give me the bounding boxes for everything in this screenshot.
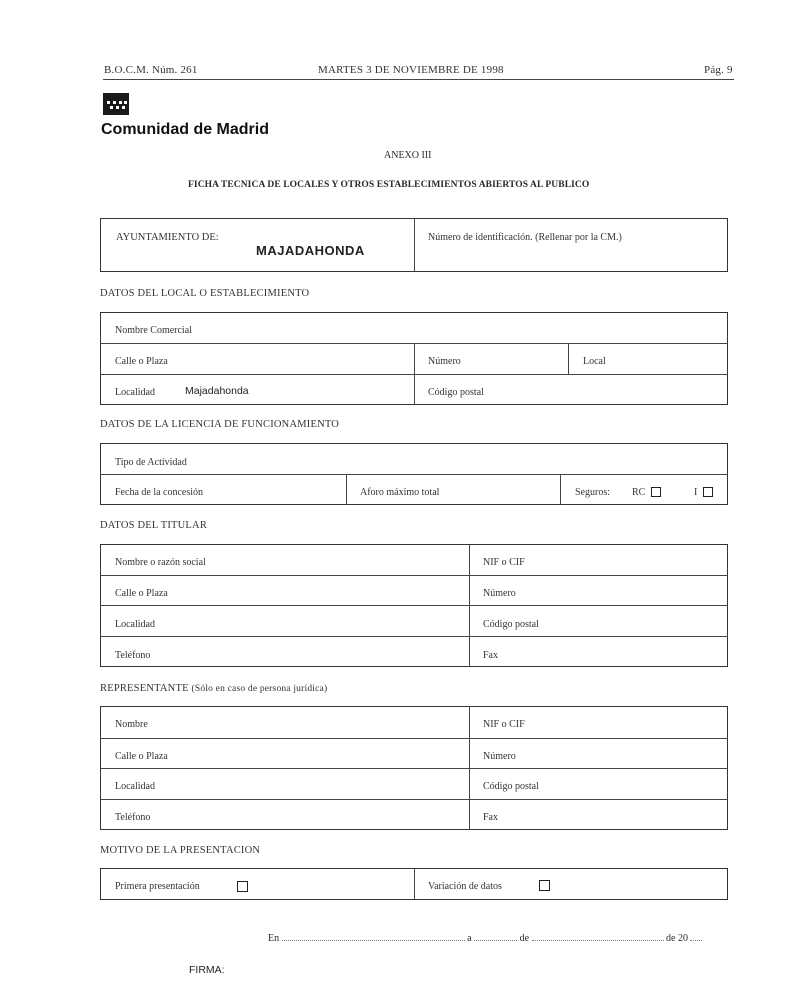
titular-col-divider	[469, 544, 470, 667]
nombre-comercial-label: Nombre Comercial	[115, 325, 192, 336]
ayuntamiento-divider	[414, 218, 415, 272]
seguros-label: Seguros:	[575, 487, 610, 498]
bulletin-number: B.O.C.M. Núm. 261	[104, 64, 198, 76]
rep-row-divider-2	[100, 768, 728, 769]
a-label: a	[467, 933, 472, 944]
titular-row-divider-1	[100, 575, 728, 576]
rc-checkbox[interactable]	[651, 487, 661, 497]
calle-plaza-label: Calle o Plaza	[115, 356, 168, 367]
localidad-label: Localidad	[115, 387, 155, 398]
de20-label: de 20	[666, 933, 688, 944]
primera-presentacion-label: Primera presentación	[115, 881, 200, 892]
local-label: Local	[583, 356, 606, 367]
annex-label: ANEXO III	[384, 150, 432, 161]
titular-cp-label: Código postal	[483, 619, 539, 630]
page-number: Pág. 9	[704, 64, 733, 76]
titular-numero-label: Número	[483, 588, 516, 599]
firma-label: FIRMA:	[189, 964, 225, 976]
rep-telefono-label: Teléfono	[115, 812, 151, 823]
place-date-line	[268, 932, 702, 944]
local-col-divider-2	[568, 343, 569, 374]
header-rule	[103, 79, 734, 80]
titular-row-divider-2	[100, 605, 728, 606]
place-field[interactable]	[282, 932, 465, 941]
titular-telefono-label: Teléfono	[115, 650, 151, 661]
representante-note: (Sólo en caso de persona jurídica)	[191, 684, 328, 694]
titular-row-divider-3	[100, 636, 728, 637]
section-representante	[100, 683, 327, 694]
titular-nif-label: NIF o CIF	[483, 557, 525, 568]
variacion-datos-label: Variación de datos	[428, 881, 502, 892]
rep-nombre-label: Nombre	[115, 719, 148, 730]
rep-fax-label: Fax	[483, 812, 498, 823]
month-field[interactable]	[532, 932, 664, 941]
en-label: En	[268, 933, 280, 944]
bulletin-date: MARTES 3 DE NOVIEMBRE DE 1998	[318, 64, 504, 76]
rep-row-divider-1	[100, 738, 728, 739]
titular-fax-label: Fax	[483, 650, 498, 661]
i-checkbox[interactable]	[703, 487, 713, 497]
day-field[interactable]	[474, 932, 517, 941]
localidad-value[interactable]: Majadahonda	[185, 385, 249, 397]
licencia-row-divider	[100, 474, 728, 475]
aforo-label: Aforo máximo total	[360, 487, 440, 498]
titular-localidad-label: Localidad	[115, 619, 155, 630]
licencia-col-divider-2	[560, 474, 561, 505]
rep-numero-label: Número	[483, 751, 516, 762]
tipo-actividad-label: Tipo de Actividad	[115, 457, 187, 468]
rep-cp-label: Código postal	[483, 781, 539, 792]
fecha-concesion-label: Fecha de la concesión	[115, 487, 204, 498]
document-title: FICHA TECNICA DE LOCALES Y OTROS ESTABLECIMIENTOS ABIERTOS AL PUBLICO	[188, 180, 590, 190]
primera-presentacion-checkbox[interactable]	[237, 881, 248, 892]
section-local: DATOS DEL LOCAL O ESTABLECIMIENTO	[100, 288, 310, 299]
representante-title: REPRESENTANTE	[100, 683, 189, 694]
licencia-col-divider-1	[346, 474, 347, 505]
numero-label: Número	[428, 356, 461, 367]
titular-calle-label: Calle o Plaza	[115, 588, 168, 599]
i-label: I	[694, 487, 698, 498]
ayuntamiento-value[interactable]: MAJADAHONDA	[256, 243, 365, 258]
section-titular: DATOS DEL TITULAR	[100, 520, 208, 531]
rep-row-divider-3	[100, 799, 728, 800]
brand-name: Comunidad de Madrid	[101, 121, 269, 138]
titular-nombre-label: Nombre o razón social	[115, 557, 206, 568]
ayuntamiento-label: AYUNTAMIENTO DE:	[116, 232, 219, 243]
rep-col-divider	[469, 706, 470, 830]
section-licencia: DATOS DE LA LICENCIA DE FUNCIONAMIENTO	[100, 419, 340, 430]
rep-calle-label: Calle o Plaza	[115, 751, 168, 762]
year-field[interactable]	[690, 932, 702, 941]
de-label: de	[519, 933, 530, 944]
variacion-datos-checkbox[interactable]	[539, 880, 550, 891]
rc-label: RC	[632, 487, 646, 498]
rep-localidad-label: Localidad	[115, 781, 155, 792]
local-col-divider	[414, 343, 415, 405]
identification-number-label: Número de identificación. (Rellenar por la CM.)	[428, 232, 622, 243]
madrid-flag-stars-icon	[103, 93, 129, 115]
motivo-col-divider	[414, 868, 415, 900]
rep-nif-label: NIF o CIF	[483, 719, 525, 730]
section-motivo: MOTIVO DE LA PRESENTACION	[100, 845, 261, 856]
codigo-postal-label: Código postal	[428, 387, 484, 398]
